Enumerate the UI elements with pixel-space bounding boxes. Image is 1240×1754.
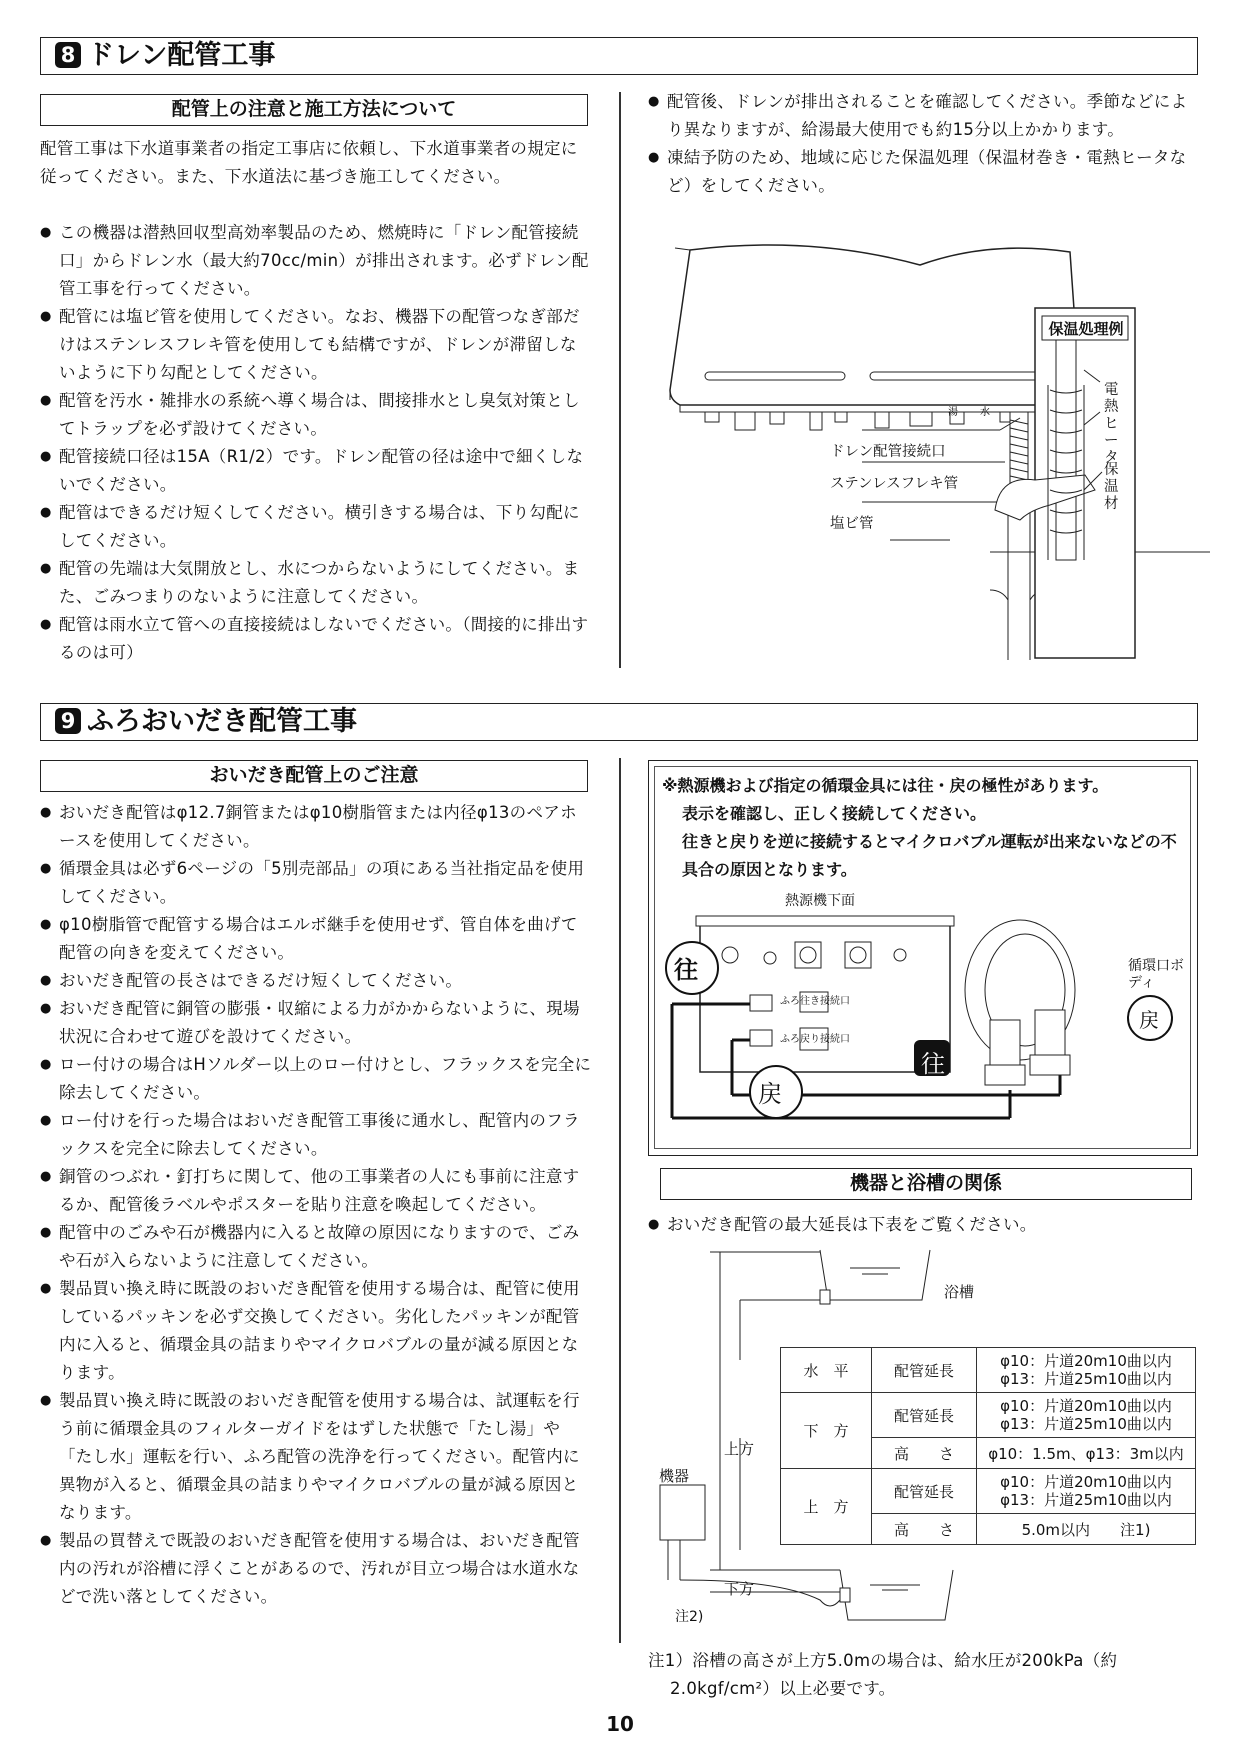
pipe-length-table [780, 1347, 1196, 1545]
table-cell: 上 方 [781, 1469, 872, 1545]
drain-right-bullets [648, 88, 1200, 200]
label-drain-port: ドレン配管接続口 [830, 444, 946, 460]
label-flex-pipe: ステンレスフレキ管 [830, 476, 959, 492]
page-number: 10 [606, 1712, 634, 1736]
drain-bullet-list [40, 219, 592, 667]
table-cell-line: φ10：片道20m10曲以内 [1000, 1352, 1172, 1370]
list-item: ● 凍結予防のため、地域に応じた保温処理（保温材巻き・電熱ヒータなど）をしてください。 [648, 144, 1200, 200]
list-item: ● ロー付けを行った場合はおいだき配管工事後に通水し、配管内のフラックスを完全に除去してください。 [40, 1107, 592, 1163]
table-cell-line: φ10：片道20m10曲以内 [1000, 1397, 1172, 1415]
label-port-body: 循環口ボディ [1128, 958, 1184, 991]
table-cell: 配管延長 [872, 1348, 977, 1393]
list-item: ● φ10樹脂管で配管する場合はエルボ継手を使用せず、管自体を曲げて配管の向きを変えてください。 [40, 911, 592, 967]
reheat-bullet-list [40, 799, 592, 1611]
mark-out-left: 往 [674, 956, 698, 984]
list-item: ● 配管後、ドレンが排出されることを確認してください。季節などにより異なりますが、給湯最大使用でも約15分以上かかります。 [648, 88, 1200, 144]
label-down: 下方 [724, 1580, 755, 1598]
warning-line-2: 表示を確認し、正しく接続してください。 [682, 804, 987, 823]
list-item: ● 配管中のごみや石が機器内に入ると故障の原因になりますので、ごみや石が入らないように注意してください。 [40, 1219, 592, 1275]
label-heater: 電熱ヒータ [1104, 382, 1119, 466]
relation-bullet-list [648, 1211, 1200, 1239]
table-cell-line: φ13：片道25m10曲以内 [1000, 1370, 1172, 1388]
list-item: ● おいだき配管の長さはできるだけ短くしてください。 [40, 967, 592, 995]
warning-line-1: ※熱源機および指定の循環金具には往・戻の極性があります。 [662, 776, 1109, 795]
list-item: ● ロー付けの場合はHソルダー以上のロー付けとし、フラックスを完全に除去してください。 [40, 1051, 592, 1107]
list-item: ● 配管は雨水立て管への直接接続はしないでください。（間接的に排出するのは可） [40, 611, 592, 667]
drain-subheading: 配管上の注意と施工方法について [40, 94, 588, 126]
table-cell: 高 さ [872, 1514, 977, 1545]
list-item: ● 配管はできるだけ短くしてください。横引きする場合は、下り勾配にしてください。 [40, 499, 592, 555]
list-item: ● 配管接続口径は15A（R1/2）です。ドレン配管の径は途中で細くしないでください。 [40, 443, 592, 499]
table-cell-line: φ13：片道25m10曲以内 [1000, 1491, 1172, 1509]
label-outgoing-port: ふろ往き接続口 [780, 996, 850, 1007]
label-unit: 機器 [659, 1467, 690, 1485]
section-8-title: ドレン配管工事 [87, 40, 276, 71]
table-cell: 5.0m以内 注1) [977, 1514, 1196, 1545]
list-item: ● 配管を汚水・雑排水の系統へ導く場合は、間接排水とし臭気対策としてトラップを必ず設けてください。 [40, 387, 592, 443]
table-row [781, 1393, 1196, 1438]
warning-line-3: 往きと戻りを逆に接続するとマイクロバブル運転が出来ないなどの不具合の原因となります。 [682, 832, 1177, 879]
table-cell: 配管延長 [872, 1393, 977, 1438]
table-cell: φ10：1.5m、φ13：3m以内 [977, 1438, 1196, 1469]
list-item: ● おいだき配管はφ12.7銅管またはφ10樹脂管または内径φ13のペアホースを使用してください。 [40, 799, 592, 855]
list-item: ● 製品の買替えで既設のおいだき配管を使用する場合は、おいだき配管内の汚れが浴槽に浮くことがあるので、汚れが目立つ場合は水道水などで洗い落としてください。 [40, 1527, 592, 1611]
column-divider [619, 758, 621, 1643]
list-item: ● 配管には塩ビ管を使用してください。なお、機器下の配管つなぎ部だけはステンレスフレキ管を使用しても結構ですが、ドレンが滞留しないように下り勾配としてください。 [40, 303, 592, 387]
mark-return-right: 戻 [1139, 1008, 1159, 1032]
section-8-number: 8 [55, 42, 81, 68]
drain-intro: 配管工事は下水道事業者の指定工事店に依頼し、下水道事業者の規定に従ってください。また、下水道法に基づき施工してください。 [40, 139, 578, 186]
mark-out-right: 往 [921, 1050, 945, 1078]
label-return-port: ふろ戻り接続口 [780, 1034, 850, 1045]
table-row [781, 1348, 1196, 1393]
list-item: ● 循環金具は必ず6ページの「5別売部品」の項にある当社指定品を使用してください。 [40, 855, 592, 911]
label-note2: 注2) [675, 1609, 704, 1625]
table-cell: 高 さ [872, 1438, 977, 1469]
section-9-title: ふろおいだき配管工事 [87, 706, 357, 737]
table-row [781, 1469, 1196, 1514]
polarity-diagram [660, 900, 1190, 1150]
mark-return-left: 戻 [758, 1080, 782, 1108]
table-cell-line: φ10：片道20m10曲以内 [1000, 1473, 1172, 1491]
note-1: 注1）浴槽の高さが上方5.0mの場合は、給水圧が200kPa（約2.0kgf/cm²）以上必要です。 [648, 1651, 1118, 1698]
table-cell: 配管延長 [872, 1469, 977, 1514]
table-cell-line: φ13：片道25m10曲以内 [1000, 1415, 1172, 1433]
label-insulation: 保温材 [1104, 462, 1119, 512]
column-divider [619, 92, 621, 668]
hot-mark: 湯 [948, 407, 958, 418]
relation-subheading: 機器と浴槽の関係 [660, 1168, 1192, 1200]
section-9-header [40, 703, 1198, 741]
water-mark: 水 [980, 407, 990, 418]
inset-title: 保温処理例 [1048, 320, 1124, 338]
reheat-subheading: おいだき配管上のご注意 [40, 760, 588, 792]
list-item: ● おいだき配管に銅管の膨張・収縮による力がかからないように、現場状況に合わせて遊びを設けてください。 [40, 995, 592, 1051]
list-item: ● おいだき配管の最大延長は下表をご覧ください。 [648, 1211, 1200, 1239]
label-pvc-pipe: 塩ビ管 [830, 516, 874, 532]
list-item: ● この機器は潜熱回収型高効率製品のため、燃焼時に「ドレン配管接続口」からドレン水（最大約70cc/min）が排出されます。必ずドレン配管工事を行ってください。 [40, 219, 592, 303]
list-item: ● 製品買い換え時に既設のおいだき配管を使用する場合は、試運転を行う前に循環金具のフィルターガイドをはずした状態で「たし湯」や「たし水」運転を行い、ふろ配管の洗浄を行ってください。配管内に異物が入ると、循環金具の詰まりやマイクロバブルの量が減る原因となります。 [40, 1387, 592, 1527]
list-item: ● 配管の先端は大気開放とし、水につからないようにしてください。また、ごみつまりのないように注意してください。 [40, 555, 592, 611]
list-item: ● 製品買い換え時に既設のおいだき配管を使用する場合は、配管に使用しているパッキンを必ず交換してください。劣化したパッキンが配管内に入ると、循環金具の詰まりやマイクロバブルの量が減る原因となります。 [40, 1275, 592, 1387]
label-unit-bottom: 熱源機下面 [785, 893, 855, 909]
table-cell: 下 方 [781, 1393, 872, 1469]
label-up: 上方 [724, 1440, 755, 1458]
label-tub: 浴槽 [944, 1283, 975, 1301]
section-9-number: 9 [55, 708, 81, 734]
list-item: ● 銅管のつぶれ・釘打ちに関して、他の工事業者の人にも事前に注意するか、配管後ラベルやポスターを貼り注意を喚起してください。 [40, 1163, 592, 1219]
section-8-header [40, 37, 1198, 75]
table-cell: 水 平 [781, 1348, 872, 1393]
